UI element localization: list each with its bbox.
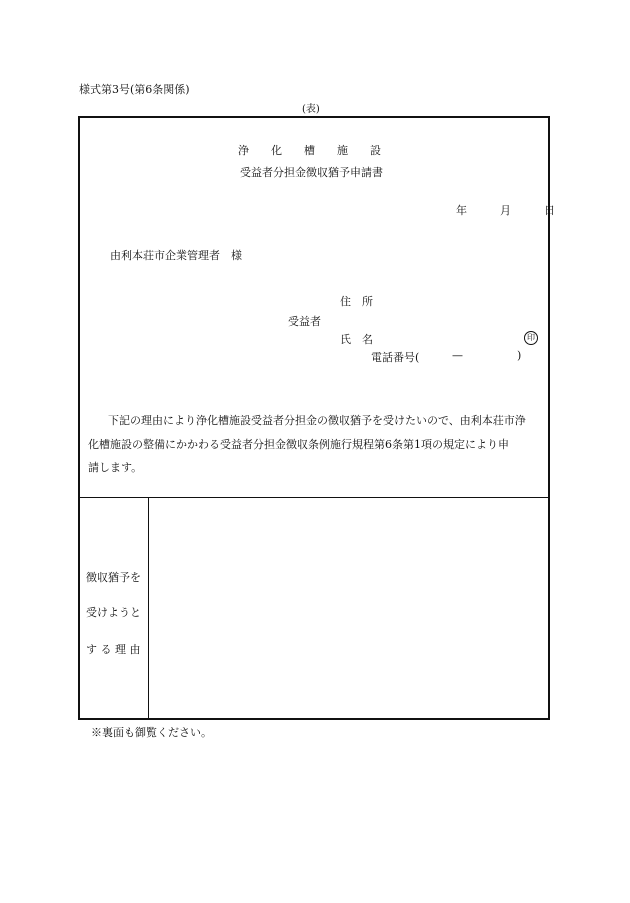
form-number: 様式第3号(第6条関係) — [79, 83, 190, 96]
reason-column-divider — [148, 498, 149, 718]
phone-close-paren: ) — [517, 349, 522, 362]
reason-label-line-3: す る 理 由 — [86, 643, 141, 656]
phone-label: 電話番号( — [371, 351, 420, 364]
reason-label-line-1: 徴収猶予を — [86, 571, 141, 584]
addressee: 由利本荘市企業管理者 様 — [110, 249, 242, 262]
reason-field[interactable] — [150, 499, 548, 718]
body-text-line-3: 請します。 — [88, 461, 143, 474]
date-line: 年 月 日 — [456, 204, 555, 217]
reason-label-line-2: 受けようと — [86, 606, 141, 619]
name-label: 氏 名 — [340, 333, 373, 346]
body-text-line-2: 化槽施設の整備にかかわる受益者分担金徴収条例施行規程第6条第1項の規定により申 — [88, 438, 509, 451]
body-text-line-1: 下記の理由により浄化槽施設受益者分担金の徴収猶予を受けたいので、由利本荘市浄 — [108, 414, 526, 427]
seal-mark: 印 — [524, 331, 538, 345]
application-form — [78, 116, 555, 720]
phone-dash: — — [452, 349, 463, 362]
side-label: (表) — [302, 104, 320, 115]
form-title-line-2: 受益者分担金徴収猶予申請書 — [240, 166, 383, 179]
applicant-group-label: 受益者 — [288, 315, 321, 328]
section-divider — [80, 497, 548, 498]
address-label: 住 所 — [340, 295, 373, 308]
form-title-line-1: 浄 化 槽 施 設 — [238, 144, 381, 157]
footer-note: ※裏面も御覧ください。 — [91, 726, 212, 739]
